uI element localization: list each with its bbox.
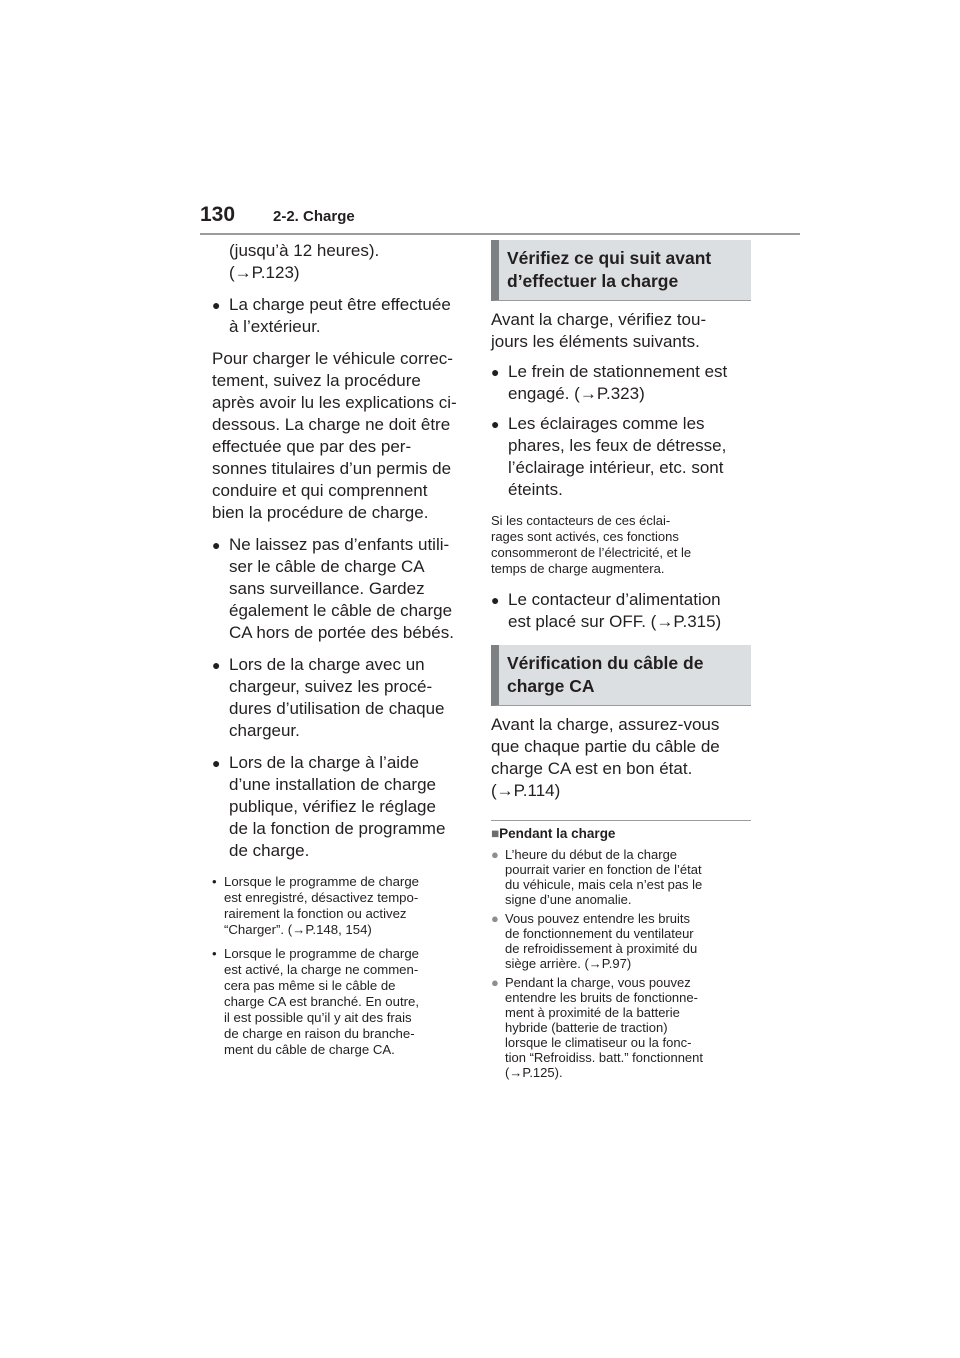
- text-line: Le contacteur d’alimentation: [508, 590, 721, 609]
- text-line: publique, vérifiez le réglage: [229, 797, 436, 816]
- circle-bullet-icon: ●: [491, 975, 499, 990]
- text-line: temps de charge augmentera.: [491, 561, 665, 576]
- text-line: de refroidissement à proximité du: [505, 941, 698, 956]
- text-line: rages sont activés, ces fonctions: [491, 529, 679, 544]
- text-line: chargeur.: [229, 721, 300, 740]
- note-item-battery-noise: [491, 975, 751, 1080]
- text-line: Pour charger le véhicule correc-: [212, 349, 453, 368]
- text-line: rairement la fonction ou activez: [224, 906, 407, 921]
- right-column: [491, 240, 751, 1080]
- bullet-children: [212, 534, 470, 644]
- section-title: 2-2. Charge: [273, 208, 355, 225]
- text-line: hybride (batterie de traction): [505, 1020, 668, 1035]
- text-line: Lors de la charge avec un: [229, 655, 425, 674]
- bullet-power-switch: [491, 589, 751, 633]
- text-line: de charge.: [229, 841, 310, 860]
- bullet-dot-icon: ●: [491, 416, 500, 432]
- text-line: lorsque le climatiseur ou la fonc-: [505, 1035, 692, 1050]
- sub-bullet-program-registered: [212, 874, 470, 938]
- text-line: jours les éléments suivants.: [491, 332, 700, 351]
- text-line: est placé sur OFF. (→P.315): [508, 612, 722, 631]
- text-line: Pendant la charge, vous pouvez: [505, 975, 691, 990]
- note-item-fan-noise: [491, 911, 751, 971]
- text-line: pourrait varier en fonction de l’état: [505, 862, 702, 877]
- header-divider: [200, 233, 800, 235]
- text-line: (→P.125).: [505, 1065, 563, 1080]
- text-line: chargeur, suivez les procé-: [229, 677, 433, 696]
- bullet-dot-icon: ●: [491, 592, 500, 608]
- text-line: La charge peut être effectuée: [229, 295, 451, 314]
- text-line: de la fonction de programme: [229, 819, 446, 838]
- text-line: ser le câble de charge CA: [229, 557, 425, 576]
- section-heading-check-before: [491, 240, 751, 301]
- text-line: Vérification du câble de: [507, 653, 704, 673]
- text-line: (→P.114): [491, 781, 561, 800]
- bullet-parking-brake: [491, 361, 751, 405]
- text-line: d’effectuer la charge: [507, 271, 679, 291]
- bullet-dot-icon: ●: [212, 657, 221, 673]
- bullet-charger: [212, 654, 470, 742]
- text-line: effectuée que par des per-: [212, 437, 412, 456]
- text-line: phares, les feux de détresse,: [508, 436, 727, 455]
- text-line: tion “Refroidiss. batt.” fonctionnent: [505, 1050, 703, 1065]
- text-line: conduire et qui comprennent: [212, 481, 428, 500]
- text-line: Vous pouvez entendre les bruits: [505, 911, 691, 926]
- sub-bullet-program-active: [212, 946, 470, 1058]
- text-line: sans surveillance. Gardez: [229, 579, 425, 598]
- text-line: est enregistré, désactivez tempo-: [224, 890, 419, 905]
- text-line: que chaque partie du câble de: [491, 737, 720, 756]
- bullet-dot-icon: ●: [491, 364, 500, 380]
- text-line: l’éclairage intérieur, etc. sont: [508, 458, 724, 477]
- text-line: L’heure du début de la charge: [505, 847, 678, 862]
- notes-title: ■Pendant la charge: [491, 826, 616, 841]
- bullet-outside: [212, 294, 470, 338]
- continued-line-2: (→P.123): [229, 263, 300, 282]
- text-line: dures d’utilisation de chaque: [229, 699, 445, 718]
- note-item-start-time: [491, 847, 751, 907]
- text-line: ment du câble de charge CA.: [224, 1042, 395, 1057]
- text-line: de fonctionnement du ventilateur: [505, 926, 694, 941]
- text-line: engagé. (→P.323): [508, 384, 645, 403]
- continued-line-1: (jusqu’à 12 heures).: [229, 241, 380, 260]
- text-line: consommeront de l’électricité, et le: [491, 545, 692, 560]
- text-line: entendre les bruits de fonctionne-: [505, 990, 698, 1005]
- page-header: [200, 203, 800, 235]
- paragraph-check-intro: [491, 309, 751, 353]
- bullet-public: [212, 752, 470, 862]
- notes-divider: [491, 820, 751, 821]
- text-line: éteints.: [508, 480, 563, 499]
- text-line: charge CA est en bon état.: [491, 759, 693, 778]
- text-line: Avant la charge, assurez-vous: [491, 715, 720, 734]
- text-line: bien la procédure de charge.: [212, 503, 429, 522]
- page-number: 130: [200, 203, 236, 226]
- bullet-lights: [491, 413, 751, 501]
- text-line: du véhicule, mais cela n’est pas le: [505, 877, 703, 892]
- text-line: charge CA: [507, 676, 595, 696]
- text-line: après avoir lu les explications ci-: [212, 393, 457, 412]
- text-line: Le frein de stationnement est: [508, 362, 728, 381]
- text-line: Les éclairages comme les: [508, 414, 705, 433]
- text-line: également le câble de charge: [229, 601, 453, 620]
- small-bullet-icon: •: [212, 946, 217, 961]
- circle-bullet-icon: ●: [491, 911, 499, 926]
- text-line: siège arrière. (→P.97): [505, 956, 632, 971]
- text-line: d’une installation de charge: [229, 775, 436, 794]
- text-line: “Charger”. (→P.148, 154): [224, 922, 372, 937]
- paragraph-cable-intro: [491, 714, 751, 802]
- text-line: signe d’une anomalie.: [505, 892, 632, 907]
- text-line: Vérifiez ce qui suit avant: [507, 248, 712, 268]
- bullet-dot-icon: ●: [212, 297, 221, 313]
- text-line: ment à proximité de la batterie: [505, 1005, 680, 1020]
- note-lights-consumption: [491, 513, 751, 577]
- text-line: Lorsque le programme de charge: [224, 946, 419, 961]
- bullet-dot-icon: ●: [212, 755, 221, 771]
- text-line: à l’extérieur.: [229, 317, 321, 336]
- paragraph-procedure: [212, 348, 470, 524]
- text-line: charge CA est branché. En outre,: [224, 994, 419, 1009]
- text-line: cera pas même si le câble de: [224, 978, 396, 993]
- text-line: CA hors de portée des bébés.: [229, 623, 454, 642]
- text-line: sonnes titulaires d’un permis de: [212, 459, 452, 478]
- text-line: est activé, la charge ne commen-: [224, 962, 419, 977]
- text-line: Avant la charge, vérifiez tou-: [491, 310, 707, 329]
- text-line: tement, suivez la procédure: [212, 371, 421, 390]
- text-line: Si les contacteurs de ces éclai-: [491, 513, 671, 528]
- text-line: il est possible qu’il y ait des frais: [224, 1010, 412, 1025]
- text-line: Lorsque le programme de charge: [224, 874, 419, 889]
- square-marker-icon: ■: [491, 826, 500, 841]
- text-line: de charge en raison du branche-: [224, 1026, 415, 1041]
- text-line: dessous. La charge ne doit être: [212, 415, 451, 434]
- text-line: Ne laissez pas d’enfants utili-: [229, 535, 450, 554]
- bullet-dot-icon: ●: [212, 537, 221, 553]
- circle-bullet-icon: ●: [491, 847, 499, 862]
- text-line: Lors de la charge à l’aide: [229, 753, 419, 772]
- left-column: [212, 240, 470, 1058]
- small-bullet-icon: •: [212, 874, 217, 889]
- section-heading-cable-check: [491, 645, 751, 706]
